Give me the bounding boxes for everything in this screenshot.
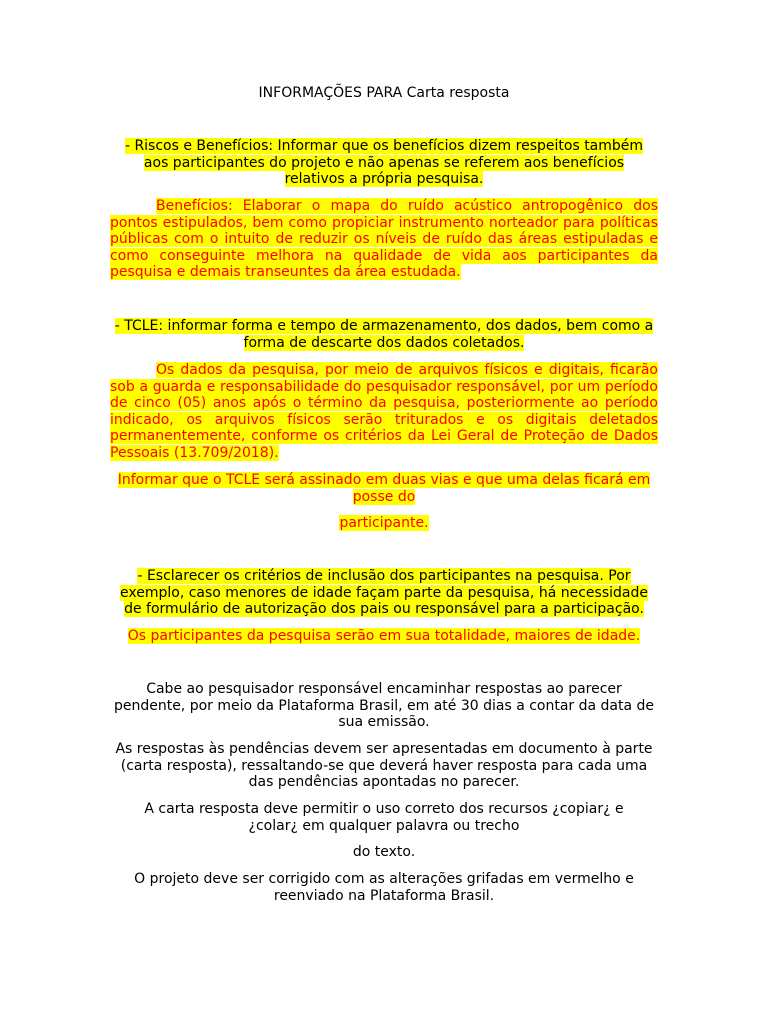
instruction-prazo: Cabe ao pesquisador responsável encaminhar respostas ao parecer pendente, por meio da Plataforma Brasil, em até 30 dias a contar da data de sua emissão. <box>113 681 655 731</box>
criterios-answer-text: Os participantes da pesquisa serão em sua totalidade, maiores de idade. <box>127 628 641 644</box>
riscos-beneficios-text: - Riscos e Benefícios: Informar que os benefícios dizem respeitos também aos participantes do projeto e não apenas se referem aos benefícios relativos a própria pesquisa. <box>124 138 644 188</box>
tcle-answer <box>110 362 658 462</box>
instruction-correcao: O projeto deve ser corrigido com as alterações grifadas em vermelho e reenviado na Plataforma Brasil. <box>134 871 634 904</box>
instruction-copiar-colar: A carta resposta deve permitir o uso correto dos recursos ¿copiar¿ e ¿colar¿ em qualquer palavra ou trecho <box>144 801 624 834</box>
beneficios-answer-text: Benefícios: Elaborar o mapa do ruído acústico antropogênico dos pontos estipulados, bem como propiciar instrumento norteador para políticas públicas com o intuito de reduzir os níveis de ruído das áreas estipuladas e como conseguinte melhora na qualidade de vida aos participantes da pesquisa e demais transeuntes da área estudada. <box>110 198 658 281</box>
tcle-vias-line1 <box>110 472 658 505</box>
criterios-answer <box>110 628 658 645</box>
tcle-vias-text-2: participante. <box>339 515 429 531</box>
tcle-vias-text-1: Informar que o TCLE será assinado em duas vias e que uma delas ficará em posse do <box>117 472 651 505</box>
beneficios-answer <box>110 198 658 281</box>
instruction-copiar-colar-cont: do texto. <box>352 844 416 860</box>
tcle-vias-line2 <box>110 515 658 532</box>
tcle-answer-text: Os dados da pesquisa, por meio de arquivos físicos e digitais, ficarão sob a guarda e responsabilidade do pesquisador responsável, por um período de cinco (05) anos após o término da pesquisa, posteriormente ao período indicado, os arquivos físicos serão triturados e os digitais deletados permanentemente, conforme os critérios da Lei Geral de Proteção de Dados Pessoais (13.709/2018). <box>110 362 658 461</box>
criterios-heading-text: - Esclarecer os critérios de inclusão dos participantes na pesquisa. Por exemplo, caso menores de idade façam parte da pesquisa, há necessidade de formulário de autorização dos pais ou responsável para a participação. <box>120 568 648 618</box>
instruction-respostas: As respostas às pendências devem ser apresentadas em documento à parte (carta resposta), ressaltando-se que deverá haver resposta para cada uma das pendências apontadas no parecer. <box>115 741 653 791</box>
criterios-heading <box>110 568 658 618</box>
document-title: INFORMAÇÕES PARA Carta resposta <box>258 85 510 101</box>
riscos-beneficios-heading <box>110 138 658 188</box>
tcle-heading-text: - TCLE: informar forma e tempo de armazenamento, dos dados, bem como a forma de descarte dos dados coletados. <box>114 318 654 351</box>
tcle-heading <box>110 318 658 351</box>
